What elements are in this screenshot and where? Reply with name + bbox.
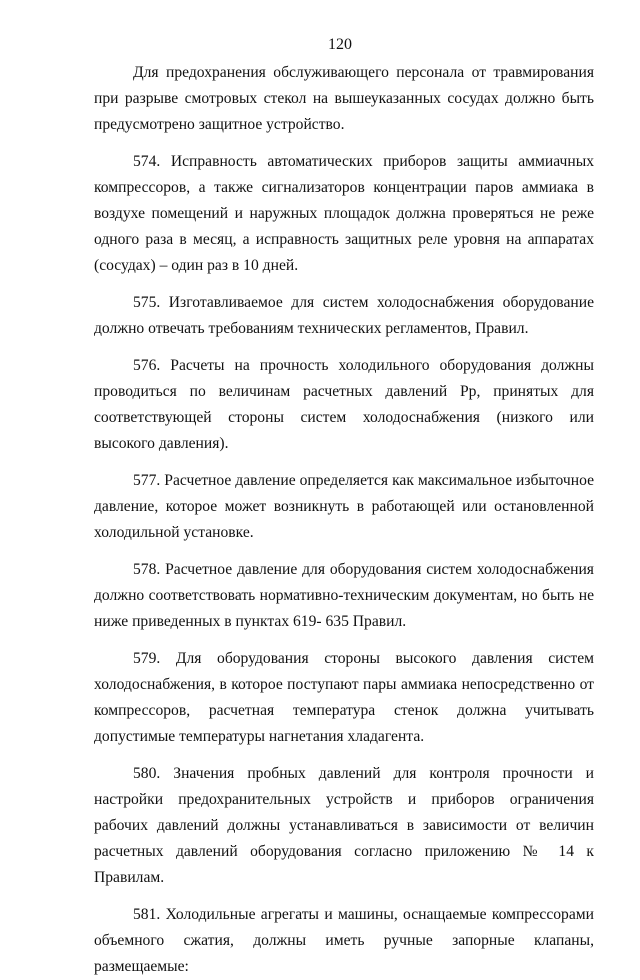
page-number: 120 [328, 36, 352, 53]
paragraph-580: 580. Значения пробных давлений для контроля прочности и настройки предохранительных устройств и приборов ограничения рабочих давлений должны устанавливаться в зависимости от величин расчетных давлений оборудования согласно приложению № 14 к Правилам. [94, 765, 594, 886]
paragraph-574: 574. Исправность автоматических приборов защиты аммиачных компрессоров, а также сигнализаторов концентрации паров аммиака в воздухе помещений и наружных площадок должна проверяться не реже одного раза в месяц, а исправность защитных реле уровня на аппаратах (сосудах) – один раз в 10 дней. [94, 153, 594, 274]
paragraph-intro: Для предохранения обслуживающего персонала от травмирования при разрыве смотровых стекол на вышеуказанных сосудах должно быть предусмотрено защитное устройство. [94, 64, 594, 133]
paragraph-578: 578. Расчетное давление для оборудования систем холодоснабжения должно соответствовать нормативно-техническим документам, но быть не ниже приведенных в пунктах 619- 635 Правил. [94, 561, 594, 630]
document-body [94, 60, 594, 980]
paragraph-579: 579. Для оборудования стороны высокого давления систем холодоснабжения, в которое поступают пары аммиака непосредственно от компрессоров, расчетная температура стенок должна учитывать допустимые температуры нагнетания хладагента. [94, 650, 594, 745]
paragraph-577: 577. Расчетное давление определяется как максимальное избыточное давление, которое может возникнуть в работающей или остановленной холодильной установке. [94, 472, 594, 541]
paragraph-576: 576. Расчеты на прочность холодильного оборудования должны проводиться по величинам расчетных давлений Рр, принятых для соответствующей стороны систем холодоснабжения (низкого или высокого давления). [94, 357, 594, 452]
paragraph-575: 575. Изготавливаемое для систем холодоснабжения оборудование должно отвечать требованиям технических регламентов, Правил. [94, 294, 594, 337]
paragraph-581: 581. Холодильные агрегаты и машины, оснащаемые компрессорами объемного сжатия, должны иметь ручные запорные клапаны, размещаемые: [94, 906, 594, 975]
